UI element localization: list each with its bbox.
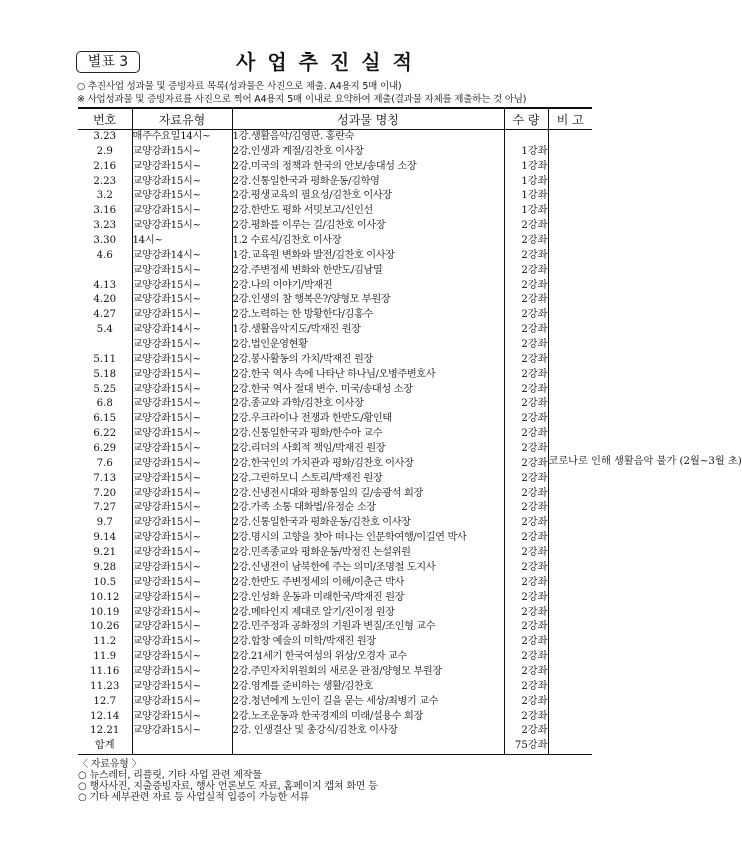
row-no: 6.22 <box>93 428 117 440</box>
row-no: 11.9 <box>93 651 117 663</box>
table-row <box>78 635 592 650</box>
table-row <box>78 695 592 710</box>
table-row <box>78 383 592 398</box>
row-name: 2강.평생교육의 필요성/김찬호 이사장 <box>232 189 504 204</box>
row-type: 교양강좌15시~ <box>132 175 232 190</box>
row-no: 7.20 <box>93 487 117 499</box>
row-name: 2강. 인생결산 및 총강식/김찬호 이사장 <box>232 724 504 739</box>
row-qty: 2강좌 <box>504 561 548 576</box>
table-row <box>78 308 592 323</box>
row-qty: 2강좌 <box>504 412 548 427</box>
row-no: 10.5 <box>93 576 117 588</box>
row-name: 2강.가족 소통 대화법/유정순 소장 <box>232 501 504 516</box>
row-type: 교양강좌15시~ <box>132 650 232 665</box>
row-type: 교양강좌15시~ <box>132 219 232 234</box>
row-type: 교양강좌15시~ <box>132 516 232 531</box>
row-name: 2강.봉사활동의 가치/박재진 원장 <box>232 353 504 368</box>
row-name: 2강.법인운영현황 <box>232 338 504 353</box>
row-name: 2강.노력하는 한 방황한다/김홍수 <box>232 308 504 323</box>
table-body <box>78 130 742 755</box>
legend <box>78 759 378 803</box>
row-no: 5.18 <box>93 368 117 380</box>
row-type: 교양강좌15시~ <box>132 427 232 442</box>
row-name: 2강.영계를 준비하는 생활/김찬호 <box>232 680 504 695</box>
table-row <box>78 323 592 338</box>
row-qty: 2강좌 <box>504 323 548 338</box>
row-qty: 2강좌 <box>504 501 548 516</box>
table-row <box>78 620 592 635</box>
row-name: 2강.민주정과 공화정의 기원과 변질/조인형 교수 <box>232 620 504 635</box>
row-type <box>132 739 232 754</box>
table-row <box>78 338 592 353</box>
row-name: 1강.교육원 변화와 발전/김찬호 이사장 <box>232 249 504 264</box>
row-name: 2강.한국 역사 절대 변수. 미국/송대성 소장 <box>232 383 504 398</box>
row-name: 2강.인생의 참 행복은?/양형모 부원장 <box>232 293 504 308</box>
row-qty: 2강좌 <box>504 338 548 353</box>
row-type: 교양강좌15시~ <box>132 695 232 710</box>
row-qty: 2강좌 <box>504 516 548 531</box>
row-name: 1강.생활음악지도/박재진 원장 <box>232 323 504 338</box>
header-type: 자료유형 <box>132 108 232 130</box>
row-no: 합계 <box>94 740 115 752</box>
row-no: 7.6 <box>96 457 113 469</box>
row-type: 교양강좌15시~ <box>132 353 232 368</box>
table-row <box>78 264 592 279</box>
row-no: 3.23 <box>93 220 117 232</box>
legend-item: ○ 뉴스레터, 리플릿, 기타 사업 관련 제작물 <box>78 770 262 781</box>
row-no: 12.14 <box>90 710 120 722</box>
row-name: 2강.합창 예술의 미학/박재진 원장 <box>232 635 504 650</box>
row-qty: 2강좌 <box>504 383 548 398</box>
row-name: 2강.21세기 한국여성의 위상/오경자 교수 <box>232 650 504 665</box>
row-name: 2강.인성화 운동과 미래한국/박재진 원장 <box>232 591 504 606</box>
table-row <box>78 591 592 606</box>
row-name: 2강.신냉전이 남북한에 주는 의미/조명철 도지사 <box>232 561 504 576</box>
row-qty: 1강좌 <box>504 189 548 204</box>
table-row <box>78 576 592 591</box>
row-qty: 2강좌 <box>504 546 548 561</box>
row-type: 교양강좌15시~ <box>132 620 232 635</box>
page-title: 사업추진실적 <box>236 50 424 74</box>
row-no: 10.26 <box>90 621 120 633</box>
table-row <box>78 293 592 308</box>
row-type: 교양강좌15시~ <box>132 635 232 650</box>
table-row <box>78 501 592 516</box>
row-name: 2강.인생과 계절/김찬호 이사장 <box>232 145 504 160</box>
row-qty: 1강좌 <box>504 204 548 219</box>
table-row <box>78 249 592 264</box>
row-type: 교양강좌15시~ <box>132 591 232 606</box>
header-qty: 수 량 <box>504 108 548 130</box>
table-row <box>78 219 592 234</box>
row-no: 10.12 <box>90 591 120 603</box>
row-type: 교양강좌15시~ <box>132 397 232 412</box>
row-name: 2강.메타인지 제대로 알기/진이정 원장 <box>232 606 504 621</box>
performance-table <box>78 107 742 755</box>
table-row <box>78 710 592 725</box>
row-no: 3.2 <box>96 190 113 202</box>
table-row <box>78 353 592 368</box>
row-qty: 2강좌 <box>504 234 548 249</box>
table-row <box>78 397 592 412</box>
table-row <box>78 724 592 739</box>
table-header-row <box>78 108 592 130</box>
row-qty: 2강좌 <box>504 710 548 725</box>
row-qty: 2강좌 <box>504 635 548 650</box>
table-row <box>78 561 592 576</box>
row-no: 10.19 <box>90 606 120 618</box>
row-qty: 2강좌 <box>504 472 548 487</box>
legend-item: ○ 행사사진, 지출증빙자료, 행사 언론보도 자료, 홈페이지 캡쳐 화면 등 <box>78 781 378 792</box>
row-type: 교양강좌15시~ <box>132 710 232 725</box>
table-row <box>78 368 592 383</box>
row-type: 교양강좌14시~ <box>132 323 232 338</box>
row-no: 3.30 <box>93 235 117 247</box>
table-row <box>78 606 592 621</box>
row-qty: 2강좌 <box>504 487 548 502</box>
row-type: 교양강좌15시~ <box>132 665 232 680</box>
row-no: 4.6 <box>96 249 113 261</box>
row-name: 2강.신통일한국과 평화운동/김학영 <box>232 175 504 190</box>
row-type: 교양강좌15시~ <box>132 368 232 383</box>
row-type: 교양강좌14시~ <box>132 249 232 264</box>
row-no <box>78 264 132 279</box>
row-name <box>232 739 504 754</box>
table-row <box>78 516 592 531</box>
row-no: 9.28 <box>93 561 117 573</box>
remark-cell <box>548 130 742 755</box>
row-type: 교양강좌15시~ <box>132 308 232 323</box>
row-type: 교양강좌15시~ <box>132 457 232 472</box>
row-name: 2강.주변정세 변화와 한반도/김남열 <box>232 264 504 279</box>
row-qty: 2강좌 <box>504 293 548 308</box>
row-type: 교양강좌15시~ <box>132 561 232 576</box>
row-qty: 75강좌 <box>504 739 548 754</box>
row-name: 2강.신통일한국과 평화/한수아 교수 <box>232 427 504 442</box>
row-qty: 1강좌 <box>504 160 548 175</box>
table-row <box>78 487 592 502</box>
row-type: 교양강좌15시~ <box>132 189 232 204</box>
row-type: 교양강좌15시~ <box>132 264 232 279</box>
row-name: 2강.신통일한국과 평화운동/김찬호 이사장 <box>232 516 504 531</box>
row-no: 9.14 <box>93 532 117 544</box>
row-type: 교양강좌15시~ <box>132 501 232 516</box>
row-no: 11.16 <box>90 665 120 677</box>
row-qty: 2강좌 <box>504 606 548 621</box>
row-qty: 2강좌 <box>504 457 548 472</box>
row-name: 2강.리더의 사회적 책임/박재진 원장 <box>232 442 504 457</box>
row-no: 11.2 <box>93 636 117 648</box>
legend-title: 〈 자료유형 〉 <box>78 759 142 770</box>
row-type: 교양강좌15시~ <box>132 412 232 427</box>
table-row <box>78 204 592 219</box>
table-row <box>78 680 592 695</box>
row-no: 9.21 <box>93 547 117 559</box>
header-remark: 비 고 <box>548 108 592 130</box>
table-row <box>78 234 592 249</box>
row-type: 교양강좌15시~ <box>132 487 232 502</box>
table-label-badge: 별표 3 <box>76 51 140 73</box>
row-no: 4.20 <box>93 294 117 306</box>
table-row <box>78 442 592 457</box>
table-row <box>78 739 592 754</box>
row-qty: 2강좌 <box>504 531 548 546</box>
row-name: 2강.민족종교와 평화운동/박정진 논설위원 <box>232 546 504 561</box>
row-no: 3.23 <box>93 131 117 142</box>
row-no: 5.11 <box>93 353 117 365</box>
row-qty <box>504 130 548 145</box>
row-qty: 2강좌 <box>504 397 548 412</box>
row-no <box>78 338 132 353</box>
row-no: 12.7 <box>93 695 117 707</box>
row-name: 2강.노조운동과 한국경제의 미래/설용수 회장 <box>232 710 504 725</box>
row-name: 2강.평화를 이루는 길/김찬호 이사장 <box>232 219 504 234</box>
row-name: 2강.한반도 주변정세의 이해/이춘근 박사 <box>232 576 504 591</box>
row-no: 6.15 <box>93 413 117 425</box>
submission-note: ○ 추진사업 성과물 및 증빙자료 목록(성과물은 사진으로 제출. A4용지 5매 이내) <box>77 81 402 92</box>
row-type: 교양강좌15시~ <box>132 293 232 308</box>
row-qty: 2강좌 <box>504 695 548 710</box>
table-row <box>78 279 592 294</box>
row-no: 7.13 <box>93 472 117 484</box>
row-no: 4.13 <box>93 279 117 291</box>
row-name: 1.2 수료식/김찬호 이사장 <box>232 234 504 249</box>
row-qty: 2강좌 <box>504 279 548 294</box>
row-type: 교양강좌15시~ <box>132 531 232 546</box>
row-qty: 2강좌 <box>504 427 548 442</box>
table-row <box>78 412 592 427</box>
remark-text: 코로나로 인해 생활음악 불가 (2월~3월 초) <box>548 456 742 468</box>
table-row <box>78 427 592 442</box>
row-name: 2강.한국인의 가치관과 평화/김찬호 이사장 <box>232 457 504 472</box>
row-name: 2강.우크라이나 전쟁과 한반도/황인태 <box>232 412 504 427</box>
table-row <box>78 145 592 160</box>
table-row <box>78 665 592 680</box>
row-name: 2강.한반도 평화 서밋보고/신인선 <box>232 204 504 219</box>
row-type: 교양강좌15시~ <box>132 472 232 487</box>
table-row <box>78 531 592 546</box>
submission-caution: ※ 사업성과물 및 증빙자료를 사진으로 찍어 A4용지 5매 이내로 요약하여 제출(결과물 자체를 제출하는 것 아님) <box>77 94 527 105</box>
row-type: 교양강좌15시~ <box>132 680 232 695</box>
row-no: 2.23 <box>93 175 117 187</box>
row-qty: 2강좌 <box>504 650 548 665</box>
row-type: 교양강좌15시~ <box>132 338 232 353</box>
row-qty: 2강좌 <box>504 680 548 695</box>
row-qty: 2강좌 <box>504 665 548 680</box>
row-qty: 1강좌 <box>504 145 548 160</box>
row-type: 교양강좌15시~ <box>132 546 232 561</box>
row-no: 4.27 <box>93 309 117 321</box>
table-row <box>78 472 592 487</box>
row-type: 교양강좌15시~ <box>132 279 232 294</box>
row-no: 11.23 <box>90 680 120 692</box>
row-type: 교양강좌15시~ <box>132 383 232 398</box>
row-no: 2.16 <box>93 160 117 172</box>
table-row <box>78 175 592 190</box>
row-no: 7.27 <box>93 502 117 514</box>
row-name: 2강.신냉전시대와 평화통일의 길/송광석 회장 <box>232 487 504 502</box>
row-type: 14시~ <box>132 234 232 249</box>
row-name: 1강.생활음악/김영판. 홍란숙 <box>232 130 504 145</box>
table-row <box>78 457 592 472</box>
row-name: 2강.명시의 고향을 찾아 떠나는 인문학여행/이길연 박사 <box>232 531 504 546</box>
row-no: 9.7 <box>96 517 113 529</box>
row-qty: 2강좌 <box>504 442 548 457</box>
row-name: 2강.나의 이야기/박재진 <box>232 279 504 294</box>
row-name: 2강.종교와 과학/김찬호 이사장 <box>232 397 504 412</box>
row-type: 교양강좌15시~ <box>132 442 232 457</box>
header-no: 번호 <box>78 108 132 130</box>
row-no: 3.16 <box>93 205 117 217</box>
row-type: 교양강좌15시~ <box>132 606 232 621</box>
legend-item: ○ 기타 세부관련 자료 등 사업실적 입증이 가능한 서류 <box>78 792 310 803</box>
row-type: 교양강좌15시~ <box>132 204 232 219</box>
row-no: 6.8 <box>96 398 113 410</box>
row-qty: 2강좌 <box>504 264 548 279</box>
table-row <box>78 189 592 204</box>
table-row <box>78 160 592 175</box>
row-name: 2강.미국의 정책과 한국의 안보/송대성 소장 <box>232 160 504 175</box>
table-row <box>78 130 592 145</box>
row-qty: 2강좌 <box>504 591 548 606</box>
row-qty: 2강좌 <box>504 353 548 368</box>
row-type: 교양강좌15시~ <box>132 724 232 739</box>
row-name: 2강.그린하모니 스토리/박재진 원장 <box>232 472 504 487</box>
row-qty: 2강좌 <box>504 308 548 323</box>
table-row <box>78 546 592 561</box>
row-type: 매주수요일14시~ <box>132 130 232 145</box>
row-qty: 2강좌 <box>504 620 548 635</box>
table-row <box>78 650 592 665</box>
row-qty: 2강좌 <box>504 724 548 739</box>
row-no: 2.9 <box>96 145 113 157</box>
row-qty: 2강좌 <box>504 368 548 383</box>
row-type: 교양강좌15시~ <box>132 160 232 175</box>
row-qty: 2강좌 <box>504 576 548 591</box>
row-qty: 1강좌 <box>504 175 548 190</box>
row-type: 교양강좌15시~ <box>132 145 232 160</box>
row-no: 12.21 <box>90 725 120 737</box>
row-name: 2강.주민자치위원회의 새로운 관점/양형모 부원장 <box>232 665 504 680</box>
row-name: 2강.청년에게 노인이 길을 묻는 세상/최병기 교수 <box>232 695 504 710</box>
row-type: 교양강좌15시~ <box>132 576 232 591</box>
row-qty: 2강좌 <box>504 219 548 234</box>
row-no: 5.4 <box>96 324 113 336</box>
row-name: 2강.한국 역사 속에 나타난 하나님/오병주변호사 <box>232 368 504 383</box>
header-name: 성과물 명칭 <box>232 108 504 130</box>
row-qty: 2강좌 <box>504 249 548 264</box>
row-no: 6.29 <box>93 443 117 455</box>
row-no: 5.25 <box>93 383 117 395</box>
